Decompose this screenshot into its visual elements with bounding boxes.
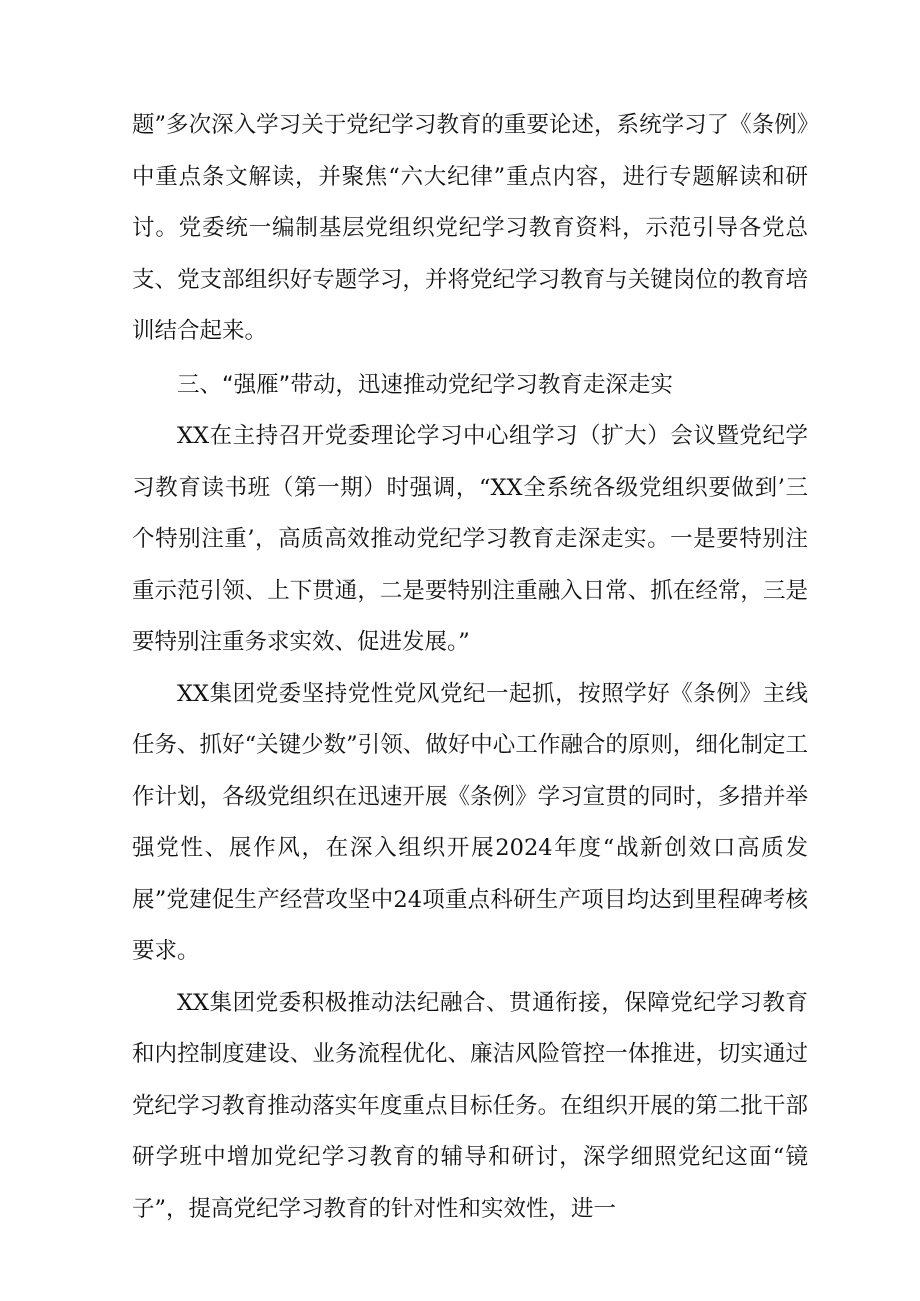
paragraph-group-party-committee: XX集团党委坚持党性党风党纪一起抓，按照学好《条例》主线任务、抓好“关键少数”引领、做好中心工作融合的原则，细化制定工作计划，各级党组织在迅速开展《条例》学习宣贯的同时，多措并举强党性、展作风，在深入组织开展2024年度“战新创效口高质发展”党建促生产经营攻坚中24项重点科研生产项目均达到里程碑考核要求。 xyxy=(132,680,808,964)
section-heading-three: 三、“强雁”带动，迅速推动党纪学习教育走深走实 xyxy=(177,371,673,398)
paragraph-continued: 题”多次深入学习关于党纪学习教育的重要论述，系统学习了《条例》中重点条文解读，并聚焦“六大纪律”重点内容，进行专题解读和研讨。党委统一编制基层党组织党纪学习教育资料，示范引导各党总支、党支部组织好专题学习，并将党纪学习教育与关键岗位的教育培训结合起来。 xyxy=(132,112,808,344)
paragraph-law-discipline-integration: XX集团党委积极推动法纪融合、贯通衔接，保障党纪学习教育和内控制度建设、业务流程优化、廉洁风险管控一体推进，切实通过党纪学习教育推动落实年度重点目标任务。在组织开展的第二批干部研学班中增加党纪学习教育的辅导和研讨，深学细照党纪这面“镜子”，提高党纪学习教育的针对性和实效性，进一 xyxy=(132,989,808,1222)
paragraph-xx-meeting: XX在主持召开党委理论学习中心组学习（扩大）会议暨党纪学习教育读书班（第一期）时强调，“XX全系统各级党组织要做到’三个特别注重’，高质高效推动党纪学习教育走深走实。一是要特别注重示范引领、上下贯通，二是要特别注重融入日常、抓在经常，三是要特别注重务求实效、促进发展。” xyxy=(132,423,808,655)
